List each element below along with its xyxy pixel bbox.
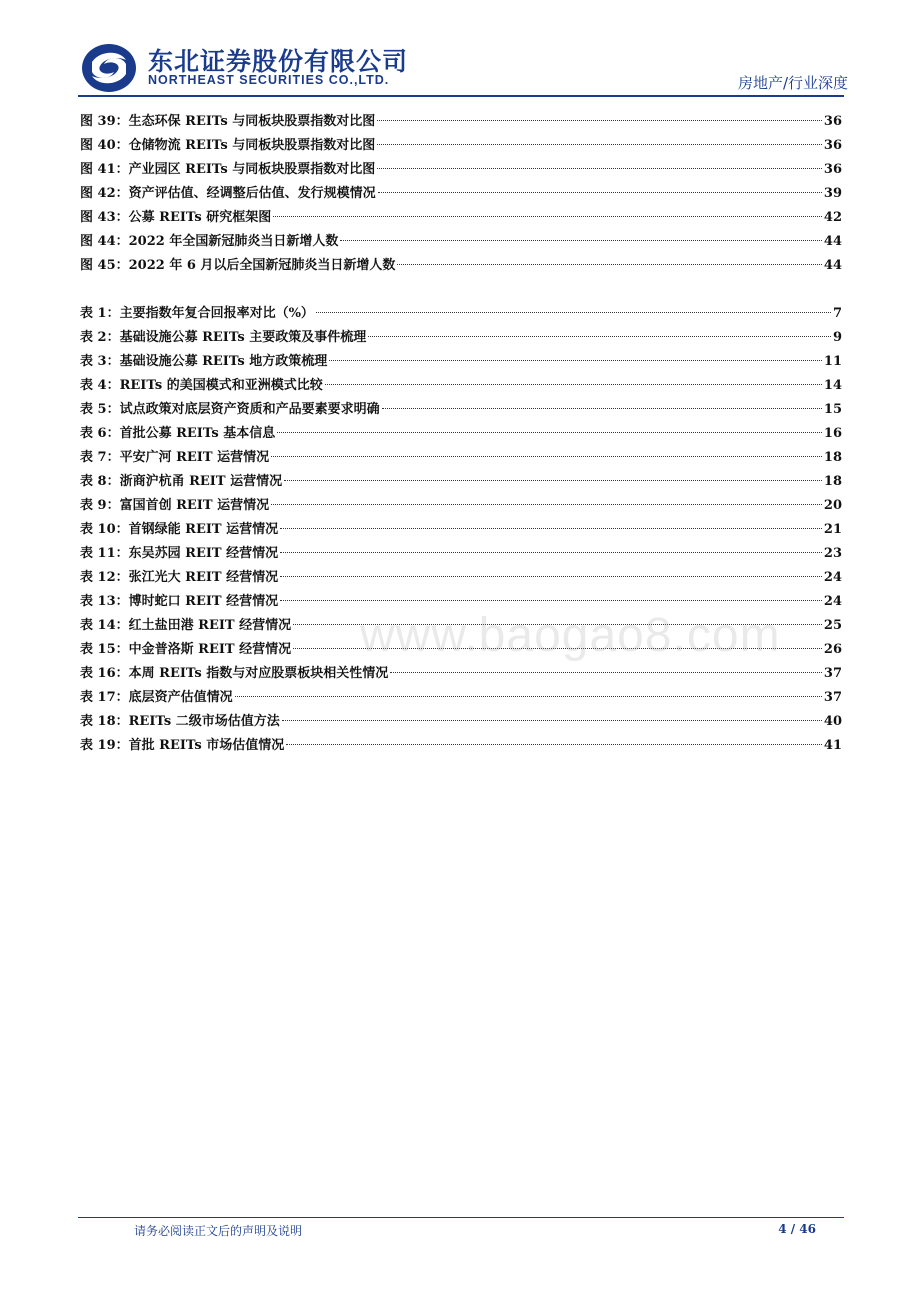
footer-divider bbox=[78, 1217, 844, 1218]
toc-label: 图 42：资产评估值、经调整后估值、发行规模情况 bbox=[80, 186, 376, 201]
toc-label: 表 10：首钢绿能 REIT 运营情况 bbox=[80, 522, 279, 537]
toc-entry[interactable] bbox=[80, 374, 842, 398]
leader-dots bbox=[271, 456, 822, 457]
footer-disclaimer: 请务必阅读正文后的声明及说明 bbox=[134, 1224, 303, 1238]
toc-page: 39 bbox=[823, 186, 842, 201]
toc-label: 表 16：本周 REITs 指数与对应股票板块相关性情况 bbox=[80, 666, 389, 681]
toc-entry[interactable] bbox=[80, 470, 842, 494]
toc-page: 18 bbox=[823, 474, 842, 489]
leader-dots bbox=[378, 192, 822, 193]
toc-entry[interactable] bbox=[80, 350, 842, 374]
toc-page: 25 bbox=[823, 618, 842, 633]
leader-dots bbox=[325, 384, 822, 385]
toc-entry[interactable] bbox=[80, 326, 842, 350]
toc-entry[interactable] bbox=[80, 302, 842, 326]
toc-page: 21 bbox=[823, 522, 842, 537]
toc-page: 20 bbox=[823, 498, 842, 513]
report-section: 房地产/行业深度 bbox=[737, 74, 848, 92]
toc-page: 26 bbox=[823, 642, 842, 657]
toc-label: 表 7：平安广河 REIT 运营情况 bbox=[80, 450, 270, 465]
toc-label: 表 19：首批 REITs 市场估值情况 bbox=[80, 738, 285, 753]
toc-label: 表 4：REITs 的美国模式和亚洲模式比较 bbox=[80, 378, 323, 393]
toc-entry[interactable] bbox=[80, 254, 842, 278]
toc-label: 表 1：主要指数年复合回报率对比（%） bbox=[80, 306, 314, 321]
toc-entry[interactable] bbox=[80, 206, 842, 230]
leader-dots bbox=[377, 144, 822, 145]
toc-label: 表 12：张江光大 REIT 经营情况 bbox=[80, 570, 279, 585]
toc-page: 15 bbox=[823, 402, 842, 417]
toc-label: 图 39：生态环保 REITs 与同板块股票指数对比图 bbox=[80, 114, 376, 129]
leader-dots bbox=[277, 432, 822, 433]
toc-label: 图 44：2022 年全国新冠肺炎当日新增人数 bbox=[80, 234, 339, 249]
leader-dots bbox=[284, 480, 822, 481]
toc-entry[interactable] bbox=[80, 494, 842, 518]
leader-dots bbox=[271, 504, 822, 505]
toc-entry[interactable] bbox=[80, 566, 842, 590]
header-divider bbox=[78, 95, 844, 97]
toc-entry[interactable] bbox=[80, 734, 842, 758]
table-list bbox=[80, 302, 842, 758]
toc-entry[interactable] bbox=[80, 446, 842, 470]
leader-dots bbox=[280, 576, 822, 577]
toc-label: 表 17：底层资产估值情况 bbox=[80, 690, 233, 705]
toc-page: 36 bbox=[823, 162, 842, 177]
leader-dots bbox=[368, 336, 831, 337]
leader-dots bbox=[280, 600, 822, 601]
toc-label: 表 6：首批公募 REITs 基本信息 bbox=[80, 426, 276, 441]
toc-entry[interactable] bbox=[80, 398, 842, 422]
toc-page: 36 bbox=[823, 114, 842, 129]
toc-label: 表 8：浙商沪杭甬 REIT 运营情况 bbox=[80, 474, 283, 489]
leader-dots bbox=[382, 408, 822, 409]
leader-dots bbox=[397, 264, 821, 265]
northeast-securities-logo-icon bbox=[80, 42, 138, 94]
page-header bbox=[0, 0, 920, 96]
toc-label: 表 5：试点政策对底层资产资质和产品要素要求明确 bbox=[80, 402, 380, 417]
leader-dots bbox=[340, 240, 822, 241]
toc-page: 11 bbox=[823, 354, 842, 369]
toc-entry[interactable] bbox=[80, 182, 842, 206]
leader-dots bbox=[273, 216, 822, 217]
toc-page: 23 bbox=[823, 546, 842, 561]
toc-page: 36 bbox=[823, 138, 842, 153]
toc-entry[interactable] bbox=[80, 662, 842, 686]
toc-label: 表 3：基础设施公募 REITs 地方政策梳理 bbox=[80, 354, 328, 369]
toc-entry[interactable] bbox=[80, 686, 842, 710]
toc-page: 7 bbox=[832, 306, 842, 321]
toc-label: 图 43：公募 REITs 研究框架图 bbox=[80, 210, 272, 225]
toc-label: 表 11：东吴苏园 REIT 经营情况 bbox=[80, 546, 279, 561]
toc-label: 表 14：红土盐田港 REIT 经营情况 bbox=[80, 618, 292, 633]
page-number: 4 / 46 bbox=[778, 1222, 816, 1236]
toc-page: 42 bbox=[823, 210, 842, 225]
leader-dots bbox=[390, 672, 822, 673]
leader-dots bbox=[377, 120, 822, 121]
leader-dots bbox=[377, 168, 822, 169]
toc-label: 表 13：博时蛇口 REIT 经营情况 bbox=[80, 594, 279, 609]
toc-label: 表 18：REITs 二级市场估值方法 bbox=[80, 714, 280, 729]
toc-page: 37 bbox=[823, 690, 842, 705]
toc-entry[interactable] bbox=[80, 110, 842, 134]
leader-dots bbox=[235, 696, 822, 697]
toc-entry[interactable] bbox=[80, 134, 842, 158]
toc-page: 44 bbox=[823, 258, 842, 273]
leader-dots bbox=[286, 744, 822, 745]
company-name-en: NORTHEAST SECURITIES CO.,LTD. bbox=[148, 73, 390, 87]
toc-label: 图 40：仓储物流 REITs 与同板块股票指数对比图 bbox=[80, 138, 376, 153]
toc-entry[interactable] bbox=[80, 158, 842, 182]
company-name-cn: 东北证券股份有限公司 bbox=[148, 47, 409, 76]
toc-page: 24 bbox=[823, 594, 842, 609]
toc-entry[interactable] bbox=[80, 710, 842, 734]
toc-page: 9 bbox=[832, 330, 842, 345]
toc-label: 图 45：2022 年 6 月以后全国新冠肺炎当日新增人数 bbox=[80, 258, 396, 273]
leader-dots bbox=[282, 720, 822, 721]
toc-label: 表 9：富国首创 REIT 运营情况 bbox=[80, 498, 270, 513]
watermark: www.baogao8.com bbox=[360, 609, 781, 662]
leader-dots bbox=[280, 528, 822, 529]
figure-list bbox=[80, 110, 842, 278]
toc-page: 14 bbox=[823, 378, 842, 393]
leader-dots bbox=[316, 312, 831, 313]
toc-page: 37 bbox=[823, 666, 842, 681]
toc-label: 图 41：产业园区 REITs 与同板块股票指数对比图 bbox=[80, 162, 376, 177]
toc-entry[interactable] bbox=[80, 542, 842, 566]
toc-page: 41 bbox=[823, 738, 842, 753]
leader-dots bbox=[329, 360, 822, 361]
toc-page: 44 bbox=[823, 234, 842, 249]
toc-page: 40 bbox=[823, 714, 842, 729]
toc-entry[interactable] bbox=[80, 230, 842, 254]
toc-page: 24 bbox=[823, 570, 842, 585]
toc-entry[interactable] bbox=[80, 422, 842, 446]
toc-page: 18 bbox=[823, 450, 842, 465]
toc-page: 16 bbox=[823, 426, 842, 441]
toc-label: 表 15：中金普洛斯 REIT 经营情况 bbox=[80, 642, 292, 657]
leader-dots bbox=[280, 552, 822, 553]
toc-label: 表 2：基础设施公募 REITs 主要政策及事件梳理 bbox=[80, 330, 367, 345]
toc-entry[interactable] bbox=[80, 518, 842, 542]
